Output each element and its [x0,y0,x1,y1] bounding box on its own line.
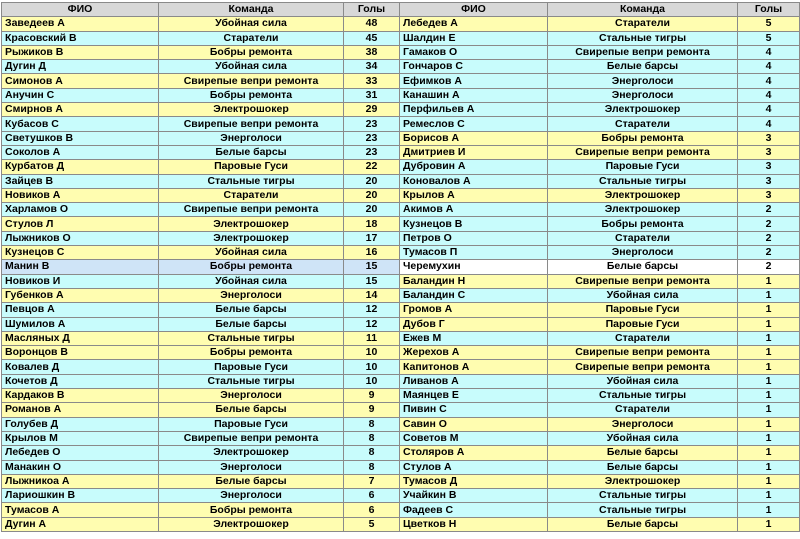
left-team-cell: Бобры ремонта [159,260,344,274]
right-goals-cell: 1 [738,489,800,503]
right-goals-cell: 1 [738,303,800,317]
left-team-cell: Белые барсы [159,403,344,417]
left-goals-cell: 14 [344,288,400,302]
right-team-cell: Бобры ремонта [548,217,738,231]
right-name-cell: Дубровин А [400,160,548,174]
table-row [2,517,800,531]
right-team-cell: Убойная сила [548,374,738,388]
table-row [2,17,800,31]
table-row [2,360,800,374]
table-row [2,389,800,403]
right-goals-cell: 5 [738,17,800,31]
right-goals-cell: 1 [738,417,800,431]
left-goals-cell: 9 [344,389,400,403]
table-row [2,88,800,102]
right-name-cell: Стулов А [400,460,548,474]
right-team-cell: Белые барсы [548,260,738,274]
left-goals-cell: 15 [344,260,400,274]
left-team-cell: Убойная сила [159,60,344,74]
right-team-cell: Паровые Гуси [548,160,738,174]
right-name-cell: Пивин С [400,403,548,417]
right-name-cell: Дубов Г [400,317,548,331]
right-team-cell: Убойная сила [548,288,738,302]
right-name-cell: Гончаров С [400,60,548,74]
right-team-cell: Убойная сила [548,431,738,445]
right-team-cell: Электрошокер [548,203,738,217]
left-name-cell: Лыжникоа А [2,474,159,488]
left-name-cell: Новиков И [2,274,159,288]
right-name-cell: Ремеслов С [400,117,548,131]
right-name-cell: Ливанов А [400,374,548,388]
left-team-cell: Электрошокер [159,231,344,245]
right-team-cell: Свирепые вепри ремонта [548,346,738,360]
right-goals-cell: 4 [738,117,800,131]
left-team-cell: Электрошокер [159,517,344,531]
left-goals-cell: 23 [344,145,400,159]
left-team-cell: Белые барсы [159,317,344,331]
right-goals-cell: 1 [738,331,800,345]
right-team-cell: Энерголоси [548,246,738,260]
table-row [2,417,800,431]
header-team-left: Команда [159,3,344,17]
table-row [2,45,800,59]
right-goals-cell: 4 [738,45,800,59]
right-name-cell: Черемухин [400,260,548,274]
table-row [2,117,800,131]
left-name-cell: Рыжиков В [2,45,159,59]
left-team-cell: Свирепые вепри ремонта [159,431,344,445]
left-name-cell: Воронцов В [2,346,159,360]
right-goals-cell: 2 [738,246,800,260]
left-name-cell: Ковалев Д [2,360,159,374]
right-name-cell: Советов М [400,431,548,445]
header-team-right: Команда [548,3,738,17]
left-team-cell: Бобры ремонта [159,45,344,59]
right-name-cell: Савин О [400,417,548,431]
left-goals-cell: 5 [344,517,400,531]
left-team-cell: Бобры ремонта [159,346,344,360]
right-goals-cell: 3 [738,131,800,145]
table-row [2,489,800,503]
table-row [2,288,800,302]
left-goals-cell: 23 [344,131,400,145]
right-goals-cell: 1 [738,274,800,288]
right-team-cell: Свирепые вепри ремонта [548,45,738,59]
right-name-cell: Петров О [400,231,548,245]
left-goals-cell: 10 [344,360,400,374]
header-name-right: ФИО [400,3,548,17]
left-goals-cell: 11 [344,331,400,345]
right-team-cell: Электрошокер [548,103,738,117]
right-goals-cell: 1 [738,288,800,302]
left-team-cell: Электрошокер [159,217,344,231]
left-team-cell: Энерголоси [159,489,344,503]
right-team-cell: Свирепые вепри ремонта [548,145,738,159]
right-goals-cell: 3 [738,160,800,174]
left-name-cell: Губенков А [2,288,159,302]
table-row [2,374,800,388]
table-row [2,131,800,145]
left-goals-cell: 10 [344,346,400,360]
left-team-cell: Электрошокер [159,446,344,460]
left-goals-cell: 48 [344,17,400,31]
right-team-cell: Белые барсы [548,460,738,474]
left-name-cell: Анучин С [2,88,159,102]
header-goals-left: Голы [344,3,400,17]
right-goals-cell: 1 [738,503,800,517]
table-row [2,260,800,274]
left-goals-cell: 20 [344,174,400,188]
table-row [2,460,800,474]
table-row [2,503,800,517]
right-team-cell: Энерголоси [548,74,738,88]
left-team-cell: Паровые Гуси [159,417,344,431]
right-goals-cell: 2 [738,231,800,245]
right-name-cell: Гамаков О [400,45,548,59]
right-name-cell: Маянцев Е [400,389,548,403]
right-name-cell: Баландин С [400,288,548,302]
right-name-cell: Дмитриев И [400,145,548,159]
left-team-cell: Паровые Гуси [159,160,344,174]
table-body [2,17,800,532]
right-team-cell: Свирепые вепри ремонта [548,360,738,374]
left-team-cell: Электрошокер [159,103,344,117]
right-team-cell: Энерголоси [548,417,738,431]
left-goals-cell: 9 [344,403,400,417]
right-name-cell: Ефимков А [400,74,548,88]
right-team-cell: Старатели [548,117,738,131]
left-team-cell: Бобры ремонта [159,88,344,102]
left-name-cell: Новиков А [2,188,159,202]
right-team-cell: Стальные тигры [548,389,738,403]
left-name-cell: Лебедев О [2,446,159,460]
left-goals-cell: 10 [344,374,400,388]
left-name-cell: Дугин Д [2,60,159,74]
right-name-cell: Цветков Н [400,517,548,531]
right-goals-cell: 4 [738,60,800,74]
right-goals-cell: 1 [738,374,800,388]
table-row [2,174,800,188]
right-goals-cell: 2 [738,217,800,231]
left-goals-cell: 34 [344,60,400,74]
right-name-cell: Ежев М [400,331,548,345]
right-name-cell: Тумасов П [400,246,548,260]
left-team-cell: Убойная сила [159,17,344,31]
right-team-cell: Паровые Гуси [548,317,738,331]
right-name-cell: Баландин Н [400,274,548,288]
table-row [2,74,800,88]
right-goals-cell: 1 [738,517,800,531]
left-team-cell: Бобры ремонта [159,503,344,517]
right-name-cell: Фадеев С [400,503,548,517]
right-team-cell: Стальные тигры [548,174,738,188]
left-goals-cell: 16 [344,246,400,260]
left-team-cell: Свирепые вепри ремонта [159,74,344,88]
left-goals-cell: 12 [344,303,400,317]
left-team-cell: Энерголоси [159,460,344,474]
left-name-cell: Певцов А [2,303,159,317]
left-team-cell: Стальные тигры [159,374,344,388]
left-team-cell: Свирепые вепри ремонта [159,117,344,131]
right-goals-cell: 4 [738,103,800,117]
right-goals-cell: 3 [738,145,800,159]
left-name-cell: Заведеев А [2,17,159,31]
header-name-left: ФИО [2,3,159,17]
left-name-cell: Стулов Л [2,217,159,231]
table-row [2,231,800,245]
left-goals-cell: 33 [344,74,400,88]
left-goals-cell: 6 [344,489,400,503]
left-goals-cell: 22 [344,160,400,174]
left-team-cell: Старатели [159,31,344,45]
left-goals-cell: 15 [344,274,400,288]
left-team-cell: Энерголоси [159,131,344,145]
right-goals-cell: 1 [738,446,800,460]
table-row [2,203,800,217]
right-team-cell: Старатели [548,17,738,31]
left-goals-cell: 20 [344,203,400,217]
left-team-cell: Убойная сила [159,274,344,288]
right-team-cell: Бобры ремонта [548,131,738,145]
left-team-cell: Стальные тигры [159,331,344,345]
right-name-cell: Крылов А [400,188,548,202]
right-goals-cell: 1 [738,403,800,417]
right-goals-cell: 1 [738,317,800,331]
right-team-cell: Электрошокер [548,474,738,488]
right-team-cell: Стальные тигры [548,31,738,45]
left-name-cell: Харламов О [2,203,159,217]
right-team-cell: Старатели [548,403,738,417]
right-goals-cell: 4 [738,74,800,88]
right-goals-cell: 1 [738,431,800,445]
right-team-cell: Белые барсы [548,60,738,74]
left-team-cell: Белые барсы [159,474,344,488]
left-goals-cell: 45 [344,31,400,45]
right-team-cell: Электрошокер [548,188,738,202]
left-name-cell: Светушков В [2,131,159,145]
right-team-cell: Белые барсы [548,517,738,531]
left-name-cell: Голубев Д [2,417,159,431]
left-team-cell: Паровые Гуси [159,360,344,374]
right-name-cell: Канашин А [400,88,548,102]
right-name-cell: Шалдин Е [400,31,548,45]
table-row [2,346,800,360]
right-goals-cell: 5 [738,31,800,45]
left-name-cell: Симонов А [2,74,159,88]
left-team-cell: Белые барсы [159,303,344,317]
table-row [2,246,800,260]
right-team-cell: Свирепые вепри ремонта [548,274,738,288]
right-name-cell: Тумасов Д [400,474,548,488]
table-row [2,103,800,117]
left-team-cell: Энерголоси [159,288,344,302]
left-team-cell: Убойная сила [159,246,344,260]
right-goals-cell: 2 [738,203,800,217]
left-name-cell: Масляных Д [2,331,159,345]
right-team-cell: Паровые Гуси [548,303,738,317]
table-row [2,474,800,488]
right-name-cell: Жерехов А [400,346,548,360]
left-goals-cell: 6 [344,503,400,517]
right-goals-cell: 3 [738,188,800,202]
table-row [2,188,800,202]
left-team-cell: Свирепые вепри ремонта [159,203,344,217]
left-name-cell: Романов А [2,403,159,417]
table-row [2,31,800,45]
right-team-cell: Белые барсы [548,446,738,460]
left-goals-cell: 23 [344,117,400,131]
left-name-cell: Шумилов А [2,317,159,331]
right-name-cell: Столяров А [400,446,548,460]
left-goals-cell: 18 [344,217,400,231]
table-row [2,317,800,331]
right-team-cell: Старатели [548,231,738,245]
right-goals-cell: 1 [738,474,800,488]
left-name-cell: Красовский В [2,31,159,45]
left-name-cell: Крылов М [2,431,159,445]
table-row [2,60,800,74]
right-goals-cell: 4 [738,88,800,102]
left-goals-cell: 8 [344,431,400,445]
left-goals-cell: 8 [344,446,400,460]
header-row [2,3,800,17]
table-row [2,217,800,231]
table-row [2,331,800,345]
right-name-cell: Учайкин В [400,489,548,503]
right-name-cell: Коновалов А [400,174,548,188]
right-name-cell: Акимов А [400,203,548,217]
left-name-cell: Тумасов А [2,503,159,517]
table-row [2,446,800,460]
right-name-cell: Борисов А [400,131,548,145]
left-goals-cell: 17 [344,231,400,245]
left-name-cell: Смирнов А [2,103,159,117]
left-goals-cell: 29 [344,103,400,117]
left-goals-cell: 8 [344,417,400,431]
table-row [2,431,800,445]
left-name-cell: Соколов А [2,145,159,159]
left-team-cell: Белые барсы [159,145,344,159]
table-row [2,303,800,317]
right-goals-cell: 3 [738,174,800,188]
left-name-cell: Кубасов С [2,117,159,131]
left-team-cell: Стальные тигры [159,174,344,188]
left-name-cell: Манакин О [2,460,159,474]
scorers-table [1,2,800,532]
left-name-cell: Дугин А [2,517,159,531]
table-row [2,145,800,159]
left-team-cell: Старатели [159,188,344,202]
left-goals-cell: 8 [344,460,400,474]
right-team-cell: Старатели [548,331,738,345]
left-goals-cell: 12 [344,317,400,331]
table-row [2,160,800,174]
left-name-cell: Зайцев В [2,174,159,188]
right-goals-cell: 2 [738,260,800,274]
left-name-cell: Кузнецов С [2,246,159,260]
right-name-cell: Громов А [400,303,548,317]
right-team-cell: Стальные тигры [548,503,738,517]
right-goals-cell: 1 [738,389,800,403]
right-name-cell: Перфильев А [400,103,548,117]
right-team-cell: Энерголоси [548,88,738,102]
left-name-cell: Лариошкин В [2,489,159,503]
right-goals-cell: 1 [738,460,800,474]
table-row [2,403,800,417]
left-goals-cell: 7 [344,474,400,488]
header-goals-right: Голы [738,3,800,17]
right-team-cell: Стальные тигры [548,489,738,503]
left-goals-cell: 38 [344,45,400,59]
left-goals-cell: 31 [344,88,400,102]
left-name-cell: Кочетов Д [2,374,159,388]
right-goals-cell: 1 [738,346,800,360]
right-name-cell: Кузнецов В [400,217,548,231]
table-row [2,274,800,288]
left-name-cell: Манин В [2,260,159,274]
left-name-cell: Лыжников О [2,231,159,245]
right-name-cell: Лебедев А [400,17,548,31]
left-name-cell: Кардаков В [2,389,159,403]
left-name-cell: Курбатов Д [2,160,159,174]
right-goals-cell: 1 [738,360,800,374]
right-name-cell: Капитонов А [400,360,548,374]
left-team-cell: Энерголоси [159,389,344,403]
left-goals-cell: 20 [344,188,400,202]
